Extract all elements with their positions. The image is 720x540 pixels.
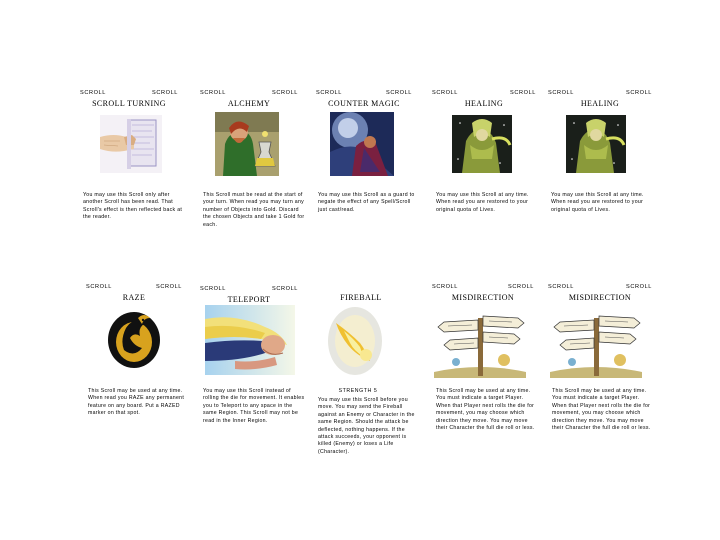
card-header-right: SCROLL [272,90,298,96]
card-header-right: SCROLL [272,286,298,292]
signpost-picture [550,308,642,378]
card-text: This Scroll may be used at any time. When read you RAZE any permanent feature on any board. Put a RAZED marker on that spot. [88,388,185,417]
card-header-right: SCROLL [156,284,182,290]
card-header-right: SCROLL [510,90,536,96]
card-alchemy[interactable] [200,90,298,113]
card-header-left: SCROLL [432,284,458,290]
hand-holding-scroll-picture [100,115,162,173]
card-header-left: SCROLL [432,90,458,96]
card-header-right: SCROLL [508,284,534,290]
card-title: MISDIRECTION [568,293,632,302]
card-header-left: SCROLL [200,90,226,96]
card-title: RAZE [122,293,146,302]
card-header-right: SCROLL [626,284,652,290]
raze-phoenix-emblem [104,306,164,370]
card-text: You may use this Scroll instead of rolling the die for movement. It enables you to Teleport to any space in the same Region. This Scroll may not be read in the Inner Region. [203,388,305,424]
card-text: You may use this Scroll before you move. You may send the Fireball against an Enemy or Character in the same Region. Should the attack be deflected, nothing happens. If the attack succeeds, your opponent is killed (Enemy) or loses a Life (Character). [318,397,415,455]
card-header-right: SCROLL [626,90,652,96]
card-title: FIREBALL [340,293,382,302]
healing-wizard-picture [452,115,512,173]
card-misdirection-2[interactable] [548,284,652,307]
card-healing-1[interactable] [432,90,536,113]
card-raze[interactable] [86,284,182,307]
card-healing-2[interactable] [548,90,652,113]
fireball-picture [326,303,384,379]
card-header-right: SCROLL [386,90,412,96]
card-title: COUNTER MAGIC [328,99,400,108]
card-header-left: SCROLL [80,90,106,96]
card-title: ALCHEMY [227,99,271,108]
card-text: You may use this Scroll only after another Scroll has been read. That Scroll's effect is then reflected back at the reader. [83,192,183,221]
card-strength: STRENGTH 5 [338,388,378,394]
card-text: This Scroll may be used at any time. You must indicate a target Player. When that Player next rolls the die for movement, you may choose which direction they move. You may move their Character the full die roll or less. [436,388,535,432]
card-text: You may use this Scroll as a guard to negate the effect of any Spell/Scroll just cast/read. [318,192,415,213]
signpost-picture [434,308,526,378]
card-text: This Scroll must be read at the start of your turn. When read you may turn any number of Objects into Gold. Discard the chosen Objects and take 1 Gold for each. [203,192,305,228]
card-header-left: SCROLL [548,284,574,290]
alchemist-picture [215,112,279,176]
healing-wizard-picture [566,115,626,173]
card-title: HEALING [464,99,504,108]
card-scroll-turning[interactable] [80,90,178,113]
card-text: This Scroll may be used at any time. You must indicate a target Player. When that Player next rolls the die for movement, you may choose which direction they move. You may move their Character the full die roll or less. [552,388,651,432]
card-text: You may use this Scroll at any time. When read you are restored to your original quota of Lives. [551,192,644,213]
card-title: HEALING [580,99,620,108]
card-header-left: SCROLL [548,90,574,96]
card-counter-magic[interactable] [316,90,412,113]
card-title: SCROLL TURNING [92,99,166,108]
card-header-left: SCROLL [316,90,342,96]
card-title: MISDIRECTION [451,293,515,302]
card-text: You may use this Scroll at any time. When read you are restored to your original quota of Lives. [436,192,529,213]
sorcerer-casting-picture [330,112,394,176]
card-header-right: SCROLL [152,90,178,96]
card-header-left: SCROLL [200,286,226,292]
card-header-left: SCROLL [86,284,112,290]
card-misdirection-1[interactable] [432,284,534,307]
flying-figure-picture [205,305,295,375]
card-title: TELEPORT [227,295,271,304]
